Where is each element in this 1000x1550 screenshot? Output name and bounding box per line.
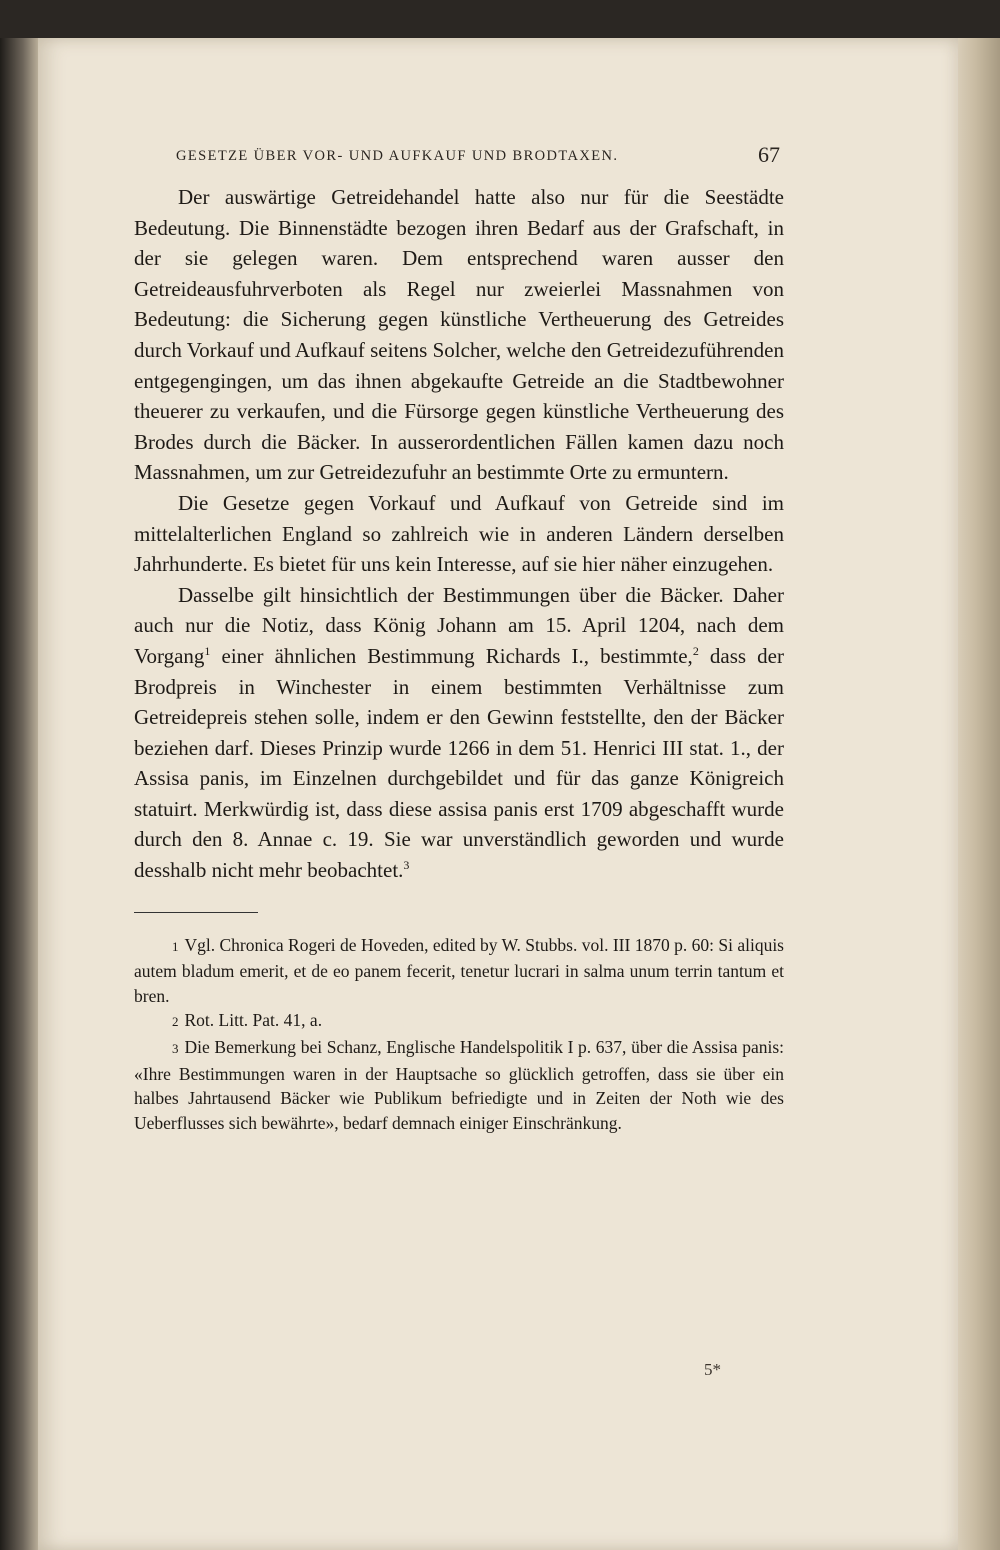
paragraph-3-part-a: Dasselbe gilt hinsichtlich der Bestimmungen über die Bäcker. Daher auch nur die Notiz, dass König Johann am 15. April 1204, nach dem Vorgang xyxy=(134,582,784,668)
paragraph-3-part-c: dass der Brodpreis in Winchester in einem bestimmten Verhältnisse zum Getreidepreis stehen solle, indem er den Gewinn feststellte, den der Bäcker beziehen darf. Dieses Prinzip wurde 1266 in dem 51. Henrici III stat. 1., der Assisa panis, im Einzelnen durchgebildet und für das ganze Königreich statuirt. Merkwürdig ist, dass diese assisa panis erst 1709 abgeschafft wurde durch den 8. Annae c. 19. Sie war unverständlich geworden und wurde desshalb nicht mehr beobachtet. xyxy=(134,643,784,883)
footnote-mark: 3 xyxy=(172,1041,179,1057)
footnote-2 xyxy=(134,1008,784,1035)
footnote-3 xyxy=(134,1035,784,1135)
paragraph-1: Der auswärtige Getreidehandel hatte also nur für die Seestädte Bedeutung. Die Binnenstädte bezogen ihren Bedarf aus der Grafschaft, in der sie gelegen waren. Dem entsprechend waren ausser den Getreideausfuhrverboten als Regel nur zweierlei Massnahmen von Bedeutung: die Sicherung gegen künstliche Vertheuerung des Getreides durch Vorkauf und Aufkauf seitens Solcher, welche den Getreidezuführenden entgegengingen, um das ihnen abgekaufte Getreide an die Stadtbewohner theuerer zu verkaufen, und die Fürsorge gegen künstliche Vertheuerung des Brodes durch die Bäcker. In ausserordentlichen Fällen kamen dazu noch Massnahmen, um zur Getreidezufuhr an bestimmte Orte zu ermuntern. xyxy=(134,185,784,485)
running-head: GESETZE ÜBER VOR- UND AUFKAUF UND BRODTAXEN. xyxy=(176,148,619,164)
footnotes xyxy=(134,933,784,1136)
footnote-divider xyxy=(134,912,258,913)
paragraph-2: Die Gesetze gegen Vorkauf und Aufkauf von Getreide sind im mittelalterlichen England so zahlreich wie in anderen Ländern derselben Jahrhunderte. Es bietet für uns kein Interesse, auf sie hier näher einzugehen. xyxy=(134,490,784,577)
footnote-1 xyxy=(134,933,784,1009)
footnote-ref-1[interactable]: 1 xyxy=(204,643,211,658)
paragraph-3 xyxy=(134,580,784,886)
paragraph-3-part-b: einer ähnlichen Bestimmung Richards I., bestimmte, xyxy=(210,643,693,668)
footnote-mark: 1 xyxy=(172,938,179,954)
signature-mark: 5* xyxy=(704,1360,721,1379)
footnote-text: Vgl. Chronica Rogeri de Hoveden, edited by W. Stubbs. vol. III 1870 p. 60: Si aliquis autem bladum emerit, et de eo panem fecerit, tenetur lucrari in salma unum terrin tantum et bren. xyxy=(134,934,784,1006)
body-text xyxy=(134,182,784,886)
page-content xyxy=(134,138,784,1135)
footnote-text: Die Bemerkung bei Schanz, Englische Handelspolitik I p. 637, über die Assisa panis: «Ihre Bestimmungen waren in der Hauptsache so glücklich getroffen, dass sie über ein halbes Jahrtausend Bäcker wie Publikum befriedigte und in Zeiten der Noth wie des Ueberflusses sich bewährte», bedarf demnach einiger Einschränkung. xyxy=(134,1037,784,1133)
footnote-ref-3[interactable]: 3 xyxy=(403,858,410,873)
footnote-ref-2[interactable]: 2 xyxy=(692,643,699,658)
page-header xyxy=(134,138,784,182)
footnote-text: Rot. Litt. Pat. 41, a. xyxy=(184,1010,323,1031)
page-number: 67 xyxy=(758,142,780,167)
book-spine xyxy=(0,38,38,1550)
page-edges xyxy=(958,38,1000,1550)
footnote-mark: 2 xyxy=(172,1014,179,1030)
